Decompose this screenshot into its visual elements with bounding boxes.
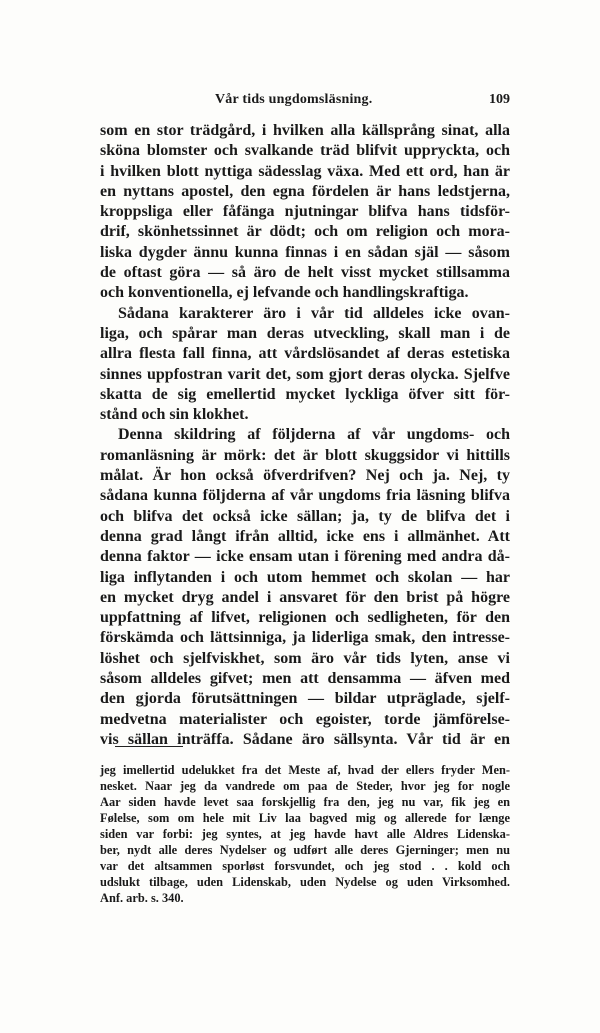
text-line: en nyttans apostel, den egna fördelen är hans ledstjerna, — [100, 182, 510, 200]
text-line: i hvilken blott nyttiga sädesslag växa. Med ett ord, han är — [100, 162, 510, 180]
text-line: de oftast göra — så äro de helt visst mycket stillsamma — [100, 264, 510, 282]
text-line: löshet och sjelfviskhet, som äro vår tids lyten, anse vi — [100, 649, 510, 667]
text-line: den gjorda förutsättningen — bildar utpräglade, sjelf- — [100, 690, 510, 708]
page-header — [100, 92, 510, 112]
text-line: stånd och sin klokhet. — [100, 406, 249, 424]
text-line: som en stor trädgård, i hvilken alla källsprång sinat, alla — [100, 122, 510, 139]
text-line: sådana kunna följderna af vår ungdoms fria läsning blifva — [100, 487, 510, 505]
text-line: sinnes uppfostran varit det, som gjort deras olycka. Sjelfve — [100, 365, 510, 383]
text-line: romanläsning är mörk: det är blott skuggsidor vi hittills — [100, 446, 510, 464]
text-line: medvetna materialister och egoister, torde jämförelse- — [100, 710, 510, 728]
text-line: målat. Är hon också öfverdrifven? Nej och ja. Nej, ty — [100, 467, 510, 485]
text-line: kroppsliga eller fåfänga njutningar blifva hans tidsför- — [100, 203, 510, 221]
running-title: Vår tids ungdomsläsning. — [215, 92, 373, 107]
text-line: denna faktor — icke ensam utan i förening med andra då- — [100, 548, 510, 566]
text-line: en mycket dryg andel i ansvaret för den brist på högre — [100, 588, 510, 606]
footnote-line: Følelse, som om hele mit Liv laa bagved mig og allerede for længe — [100, 811, 510, 825]
text-line: Denna skildring af följderna af vår ungdoms- och — [118, 426, 510, 444]
page-number: 109 — [489, 92, 510, 107]
text-line: liska dygder ännu kunna finnas i en sådan själ — såsom — [100, 243, 510, 261]
footnote-line: siden var forbi: jeg syntes, at jeg havde havt alle Aldres Lidenska- — [100, 827, 510, 841]
footnote-line: ber, nydt alle deres Nydelser og udført alle deres Gjerninger; men nu — [100, 843, 510, 857]
footnote-line: nesket. Naar jeg da vandrede om paa de Steder, hvor jeg for nogle — [100, 779, 510, 793]
footnote-divider — [115, 746, 183, 747]
footnote-line: udslukt tilbage, uden Lidenskab, uden Nydelse og uden Virksomhed. — [100, 875, 510, 889]
footnote-block — [100, 762, 510, 906]
text-line: liga inflytanden i och utom hemmet och skolan — har — [100, 568, 510, 586]
text-line: såsom alldeles gifvet; men att densamma — äfven med — [100, 670, 510, 688]
text-line: förskämda och lättsinniga, ja liderliga smak, den intresse- — [100, 629, 510, 647]
text-line: denna grad långt ifrån alltid, icke ens i allmänhet. Att — [100, 527, 510, 545]
text-line: drif, skönhetssinnet är dödt; och om religion och mora- — [100, 223, 510, 241]
main-text — [100, 121, 510, 750]
footnote-line: var det altsammen sporløst forsvundet, och jeg stod . . kold och — [100, 859, 510, 873]
text-line: och konventionella, ej lefvande och handlingskraftiga. — [100, 284, 469, 302]
footnote-line: Aar siden havde levet saa forskjellig fra den, jeg nu var, fik jeg en — [100, 795, 510, 809]
text-line: och blifva det också icke sällan; ja, ty de blifva det i — [100, 507, 510, 525]
footnote-line: jeg imellertid udelukket fra det Meste af, hvad der ellers fryder Men- — [100, 763, 510, 777]
text-line: liga, och spårar man deras utveckling, skall man i de — [100, 324, 510, 342]
text-line: uppfattning af lifvet, religionen och sedligheten, för den — [100, 609, 510, 627]
text-line: skatta de sig emellertid mycket lyckliga öfver sitt för- — [100, 385, 510, 403]
text-line: sköna blomster och svalkande träd blifvit uppryckta, och — [100, 142, 510, 160]
text-line: Sådana karakterer äro i vår tid alldeles icke ovan- — [118, 304, 510, 322]
text-line: vis sällan inträffa. Sådane äro sällsynta. Vår tid är en — [100, 730, 510, 748]
text-line: allra flesta fall finna, att vårdslösandet af deras estetiska — [100, 345, 510, 363]
footnote-line: Anf. arb. s. 340. — [100, 891, 184, 905]
